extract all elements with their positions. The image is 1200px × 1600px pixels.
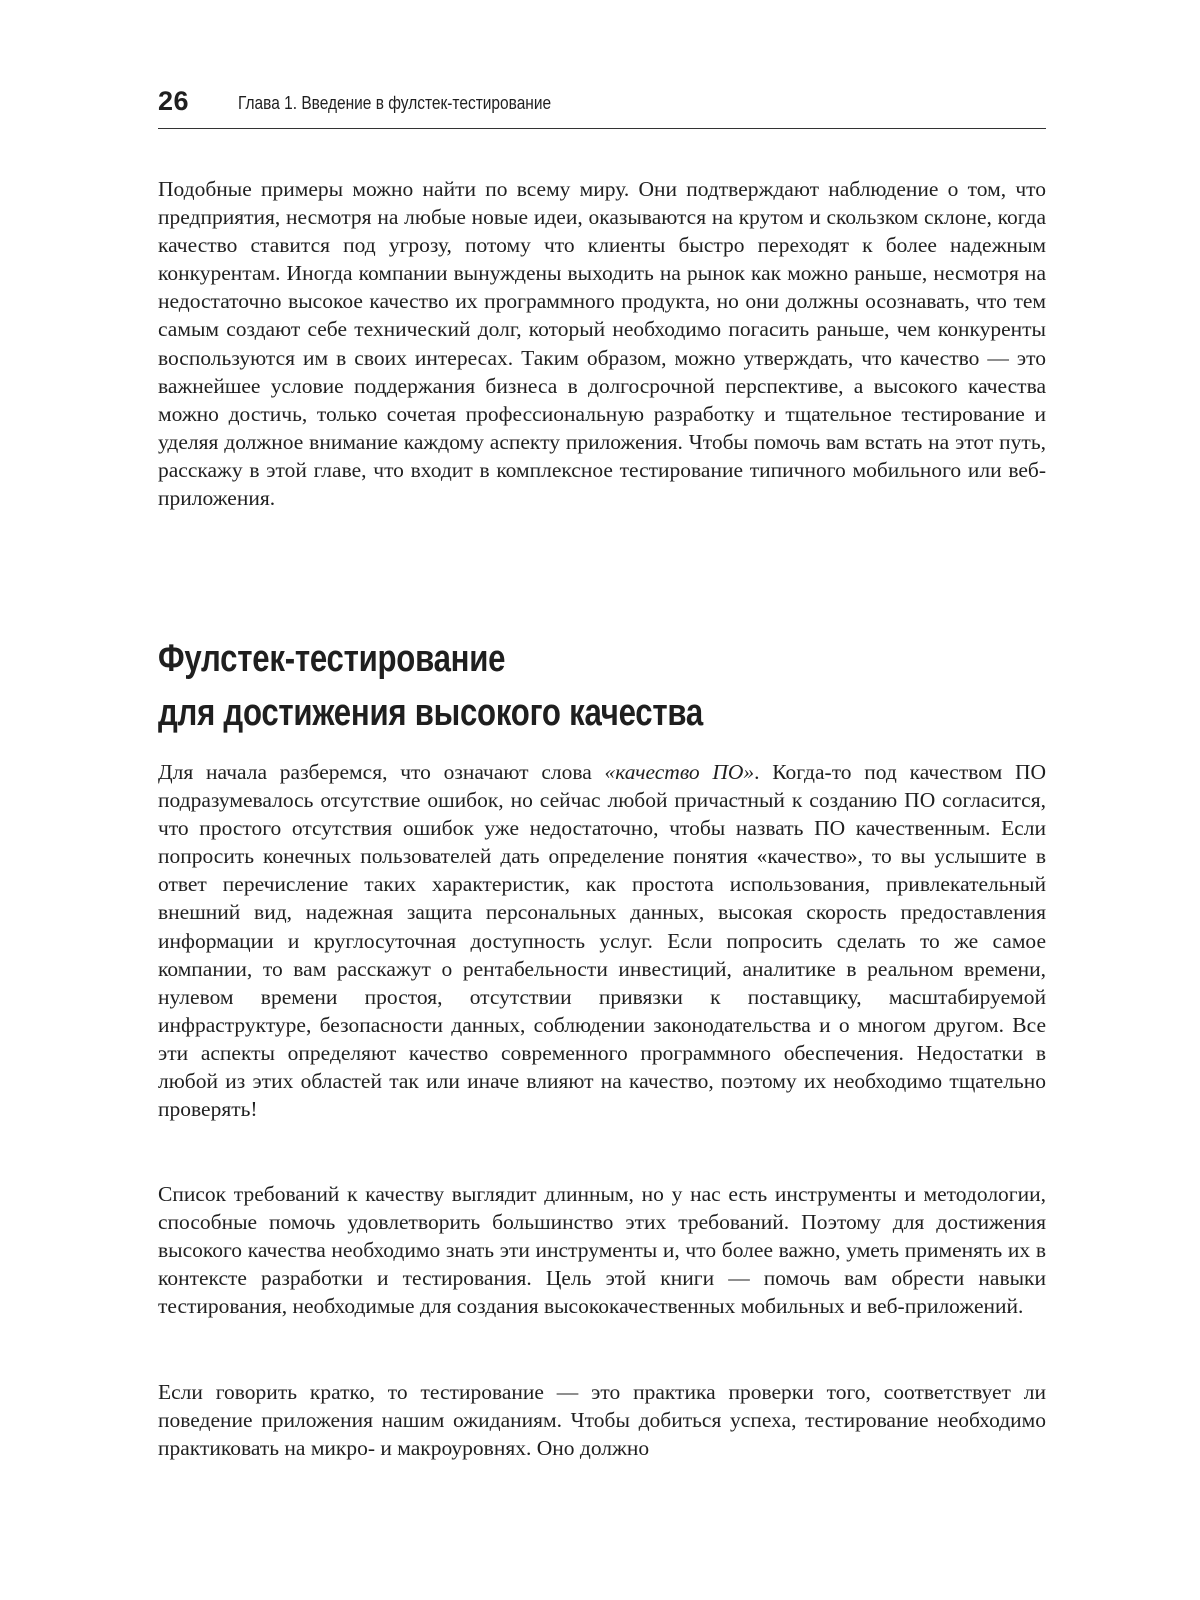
book-page <box>158 0 1046 1600</box>
section-heading-line-2: для достижения высокого качества <box>158 692 703 734</box>
section-heading-line-1: Фулстек-тестирование <box>158 638 506 680</box>
body-paragraph-2 <box>158 758 1046 1123</box>
body-paragraph-3: Список требований к качеству выглядит длинным, но у нас есть инструменты и методологии, способные помочь удовлетворить большинство этих требований. Поэтому для достижения высокого качества необходимо знать эти инструменты и, что более важно, уметь применять их в контексте разработки и тестирования. Цель этой книги — помочь вам обрести навыки тестирования, необходимые для создания высококачественных мобильных и веб-приложений. <box>158 1182 1046 1319</box>
body-paragraph-1: Подобные примеры можно найти по всему миру. Они подтверждают наблюдение о том, что предприятия, несмотря на любые новые идеи, оказываются на крутом и скользком склоне, когда качество ставится под угрозу, потому что клиенты быстро переходят к более надежным конкурентам. Иногда компании вынуждены выходить на рынок как можно раньше, несмотря на недостаточно высокое качество их программного продукта, но они должны осознавать, что тем самым создают себе технический долг, который необходимо погасить раньше, чем конкуренты воспользуются им в своих интересах. Таким образом, можно утверждать, что качество — это важнейшее условие поддержания бизнеса в долгосрочной перспективе, а высокого качества можно достичь, только сочетая профессиональную разработку и тщательное тестирование и уделяя должное внимание каждому аспекту приложения. Чтобы помочь вам встать на этот путь, расскажу в этой главе, что входит в комплексное тестирование типичного мобильного или веб-приложения. <box>158 177 1046 511</box>
chapter-title: Глава 1. Введение в фулстек-тестирование <box>238 93 552 113</box>
emphasis-quality-software: «качество ПО» <box>604 760 755 784</box>
page-number: 26 <box>158 86 190 116</box>
running-header <box>158 82 1046 129</box>
paragraph-2-lead: Для начала разберемся, что означают слова <box>158 760 605 784</box>
section-heading <box>158 632 703 740</box>
paragraph-2-rest: . Когда-то под качеством ПО подразумевалось отсутствие ошибок, но сейчас любой причастный к созданию ПО согласится, что простого отсутствия ошибок уже недостаточно, чтобы назвать ПО качественным. Если попросить конечных пользователей дать определение понятия «качество», то вы услышите в ответ перечисление таких характеристик, как простота использования, привлекательный внешний вид, надежная защита персональных данных, высокая скорость предоставления информации и круглосуточная доступность услуг. Если попросить сделать то же самое компании, то вам расскажут о рентабельности инвестиций, аналитике в реальном времени, нулевом времени простоя, отсутствии привязки к поставщику, масштабируемой инфраструктуре, безопасности данных, соблюдении законодательства и о многом другом. Все эти аспекты определяют качество современного программного обеспечения. Недостатки в любой из этих областей так или иначе влияют на качество, поэтому их необходимо тщательно проверять! <box>158 760 1046 1122</box>
body-paragraph-4: Если говорить кратко, то тестирование — это практика проверки того, соответствует ли поведение приложения нашим ожиданиям. Чтобы добиться успеха, тестирование необходимо практиковать на микро- и макроуровнях. Оно должно <box>158 1380 1046 1461</box>
